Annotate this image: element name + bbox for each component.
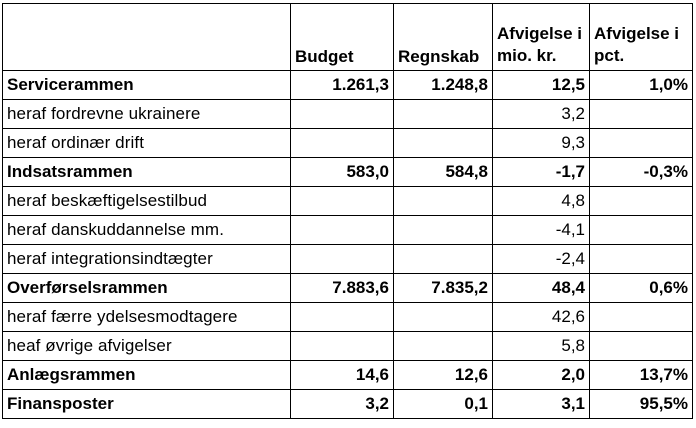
header-budget: Budget: [291, 4, 394, 71]
regnskab-cell: 7.835,2: [394, 274, 493, 303]
table-row: [3, 100, 693, 129]
regnskab-cell: [394, 100, 493, 129]
table-row: [3, 158, 693, 187]
budget-cell: 1.261,3: [291, 71, 394, 100]
row-label: Overførselsrammen: [3, 274, 291, 303]
afvigelse-mio-cell: 3,1: [493, 390, 590, 419]
regnskab-cell: [394, 129, 493, 158]
afvigelse-pct-cell: -0,3%: [590, 158, 693, 187]
row-label: heaf øvrige afvigelser: [3, 332, 291, 361]
budget-cell: [291, 332, 394, 361]
afvigelse-pct-cell: 1,0%: [590, 71, 693, 100]
afvigelse-mio-cell: -2,4: [493, 245, 590, 274]
afvigelse-mio-cell: 48,4: [493, 274, 590, 303]
row-label: heraf danskuddannelse mm.: [3, 216, 291, 245]
budget-cell: [291, 216, 394, 245]
regnskab-cell: 12,6: [394, 361, 493, 390]
budget-cell: [291, 187, 394, 216]
regnskab-cell: [394, 303, 493, 332]
row-label: heraf fordrevne ukrainere: [3, 100, 291, 129]
row-label: heraf beskæftigelsestilbud: [3, 187, 291, 216]
table-row: [3, 361, 693, 390]
table-row: [3, 245, 693, 274]
budget-cell: 14,6: [291, 361, 394, 390]
afvigelse-mio-cell: 2,0: [493, 361, 590, 390]
afvigelse-pct-cell: 95,5%: [590, 390, 693, 419]
table-row: [3, 187, 693, 216]
afvigelse-pct-cell: [590, 332, 693, 361]
budget-cell: 3,2: [291, 390, 394, 419]
header-regnskab: Regnskab: [394, 4, 493, 71]
afvigelse-mio-cell: 4,8: [493, 187, 590, 216]
header-label-cell: [3, 4, 291, 71]
budget-cell: [291, 100, 394, 129]
table-row: [3, 303, 693, 332]
row-label: Anlægsrammen: [3, 361, 291, 390]
row-label: heraf integrationsindtægter: [3, 245, 291, 274]
afvigelse-mio-cell: 9,3: [493, 129, 590, 158]
afvigelse-mio-cell: 5,8: [493, 332, 590, 361]
table-row: [3, 332, 693, 361]
afvigelse-pct-cell: [590, 216, 693, 245]
table-row: [3, 390, 693, 419]
row-label: Finansposter: [3, 390, 291, 419]
afvigelse-mio-cell: 3,2: [493, 100, 590, 129]
afvigelse-pct-cell: [590, 245, 693, 274]
afvigelse-pct-cell: 13,7%: [590, 361, 693, 390]
table-row: [3, 129, 693, 158]
regnskab-cell: [394, 216, 493, 245]
afvigelse-pct-cell: [590, 187, 693, 216]
regnskab-cell: [394, 245, 493, 274]
row-label: heraf ordinær drift: [3, 129, 291, 158]
regnskab-cell: [394, 332, 493, 361]
afvigelse-mio-cell: 42,6: [493, 303, 590, 332]
budget-cell: [291, 129, 394, 158]
regnskab-cell: 584,8: [394, 158, 493, 187]
afvigelse-mio-cell: -4,1: [493, 216, 590, 245]
afvigelse-pct-cell: [590, 100, 693, 129]
budget-cell: 7.883,6: [291, 274, 394, 303]
table-row: [3, 216, 693, 245]
afvigelse-mio-cell: 12,5: [493, 71, 590, 100]
budget-cell: [291, 303, 394, 332]
header-afvigelse-pct: Afvigelse i pct.: [590, 4, 693, 71]
table-row: [3, 274, 693, 303]
afvigelse-pct-cell: [590, 129, 693, 158]
budget-cell: [291, 245, 394, 274]
row-label: Servicerammen: [3, 71, 291, 100]
afvigelse-pct-cell: 0,6%: [590, 274, 693, 303]
header-row: [3, 4, 693, 71]
header-afvigelse-mio: Afvigelse i mio. kr.: [493, 4, 590, 71]
row-label: heraf færre ydelsesmodtagere: [3, 303, 291, 332]
regnskab-cell: [394, 187, 493, 216]
regnskab-cell: 0,1: [394, 390, 493, 419]
regnskab-cell: 1.248,8: [394, 71, 493, 100]
table-row: [3, 71, 693, 100]
budget-cell: 583,0: [291, 158, 394, 187]
row-label: Indsatsrammen: [3, 158, 291, 187]
afvigelse-mio-cell: -1,7: [493, 158, 590, 187]
afvigelse-pct-cell: [590, 303, 693, 332]
budget-table: [2, 3, 693, 419]
